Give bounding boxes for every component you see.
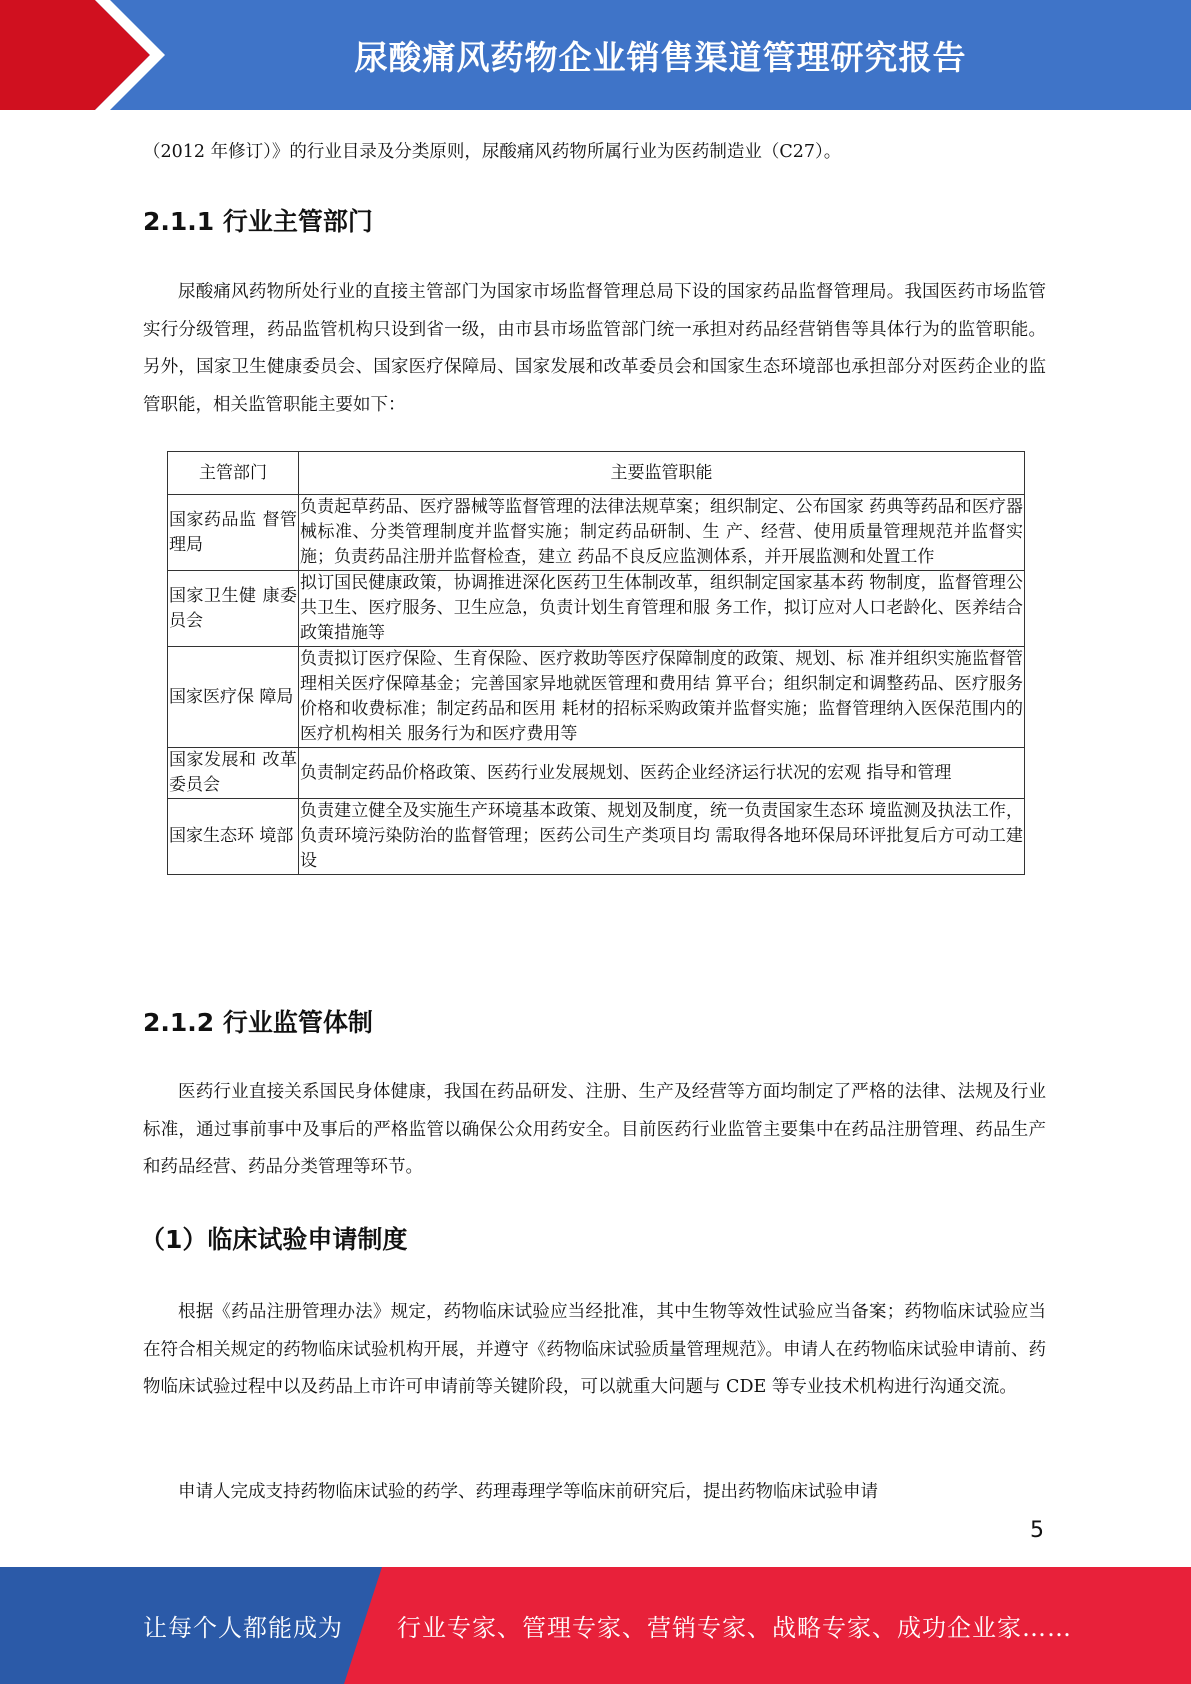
table-cell-duty: 负责建立健全及实施生产环境基本政策、规划及制度，统一负责国家生态环 境监测及执法工作，负责环境污染防治的监督管理；医药公司生产类项目均 需取得各地环保局环评批复后方可动工建设 xyxy=(299,799,1025,875)
table-header-row xyxy=(168,452,1025,495)
table-header-duty: 主要监管职能 xyxy=(299,452,1025,495)
table-cell-dept: 国家药品监 督管理局 xyxy=(168,495,299,571)
table-cell-dept: 国家生态环 境部 xyxy=(168,799,299,875)
footer-slogan-right: 行业专家、管理专家、营销专家、战略专家、成功企业家…… xyxy=(397,1614,1072,1642)
footer-slogan-left: 让每个人都能成为 xyxy=(143,1614,343,1642)
table-row xyxy=(168,571,1025,647)
clinical-trial-paragraph-1: 根据《药品注册管理办法》规定，药物临床试验应当经批准，其中生物等效性试验应当备案；药物临床试验应当在符合相关规定的药物临床试验机构开展，并遵守《药物临床试验质量管理规范》。申请人在药物临床试验申请前、药物临床试验过程中以及药品上市许可申请前等关键阶段，可以就重大问题与 CDE 等专业技术机构进行沟通交流。 xyxy=(143,1302,1046,1397)
clinical-trial-paragraph-2: 申请人完成支持药物临床试验的药学、药理毒理学等临床前研究后，提出药物临床试验申请 xyxy=(178,1482,878,1502)
table-cell-dept: 国家发展和 改革委员会 xyxy=(168,748,299,799)
table-cell-dept: 国家医疗保 障局 xyxy=(168,647,299,748)
intro-continuation-paragraph: （2012 年修订）》的行业目录及分类原则，尿酸痛风药物所属行业为医药制造业（C27）。 xyxy=(143,142,842,162)
table-cell-dept: 国家卫生健 康委员会 xyxy=(168,571,299,647)
table-cell-duty: 负责拟订医疗保险、生育保险、医疗救助等医疗保障制度的政策、规划、标 准并组织实施监督管理相关医疗保障基金；完善国家异地就医管理和费用结 算平台；组织制定和调整药品、医疗服务价格和收费标准；制定药品和医用 耗材的招标采购政策并监督实施；监督管理纳入医保范围内的医疗机构相关 服务行为和医疗费用等 xyxy=(299,647,1025,748)
table-row xyxy=(168,748,1025,799)
report-title: 尿酸痛风药物企业销售渠道管理研究报告 xyxy=(354,37,967,77)
section-heading-2-1-2: 2.1.2 行业监管体制 xyxy=(143,1008,373,1037)
table-cell-duty: 负责起草药品、医疗器械等监督管理的法律法规草案；组织制定、公布国家 药典等药品和医疗器械标准、分类管理制度并监督实施；制定药品研制、生 产、经营、使用质量管理规范并监督实施；负责药品注册并监督检查，建立 药品不良反应监测体系，并开展监测和处置工作 xyxy=(299,495,1025,571)
table-cell-duty: 负责制定药品价格政策、医药行业发展规划、医药企业经济运行状况的宏观 指导和管理 xyxy=(299,748,1025,799)
table-header-dept: 主管部门 xyxy=(168,452,299,495)
page-number: 5 xyxy=(1030,1518,1044,1543)
section-heading-2-1-1: 2.1.1 行业主管部门 xyxy=(143,207,373,236)
subsection-heading-clinical-trial: （1）临床试验申请制度 xyxy=(140,1225,408,1254)
page-header xyxy=(0,0,1191,110)
section-2-1-1-paragraph: 尿酸痛风药物所处行业的直接主管部门为国家市场监督管理总局下设的国家药品监督管理局。我国医药市场监管实行分级管理，药品监管机构只设到省一级，由市县市场监管部门统一承担对药品经营销售等具体行为的监管职能。另外，国家卫生健康委员会、国家医疗保障局、国家发展和改革委员会和国家生态环境部也承担部分对医药企业的监管职能，相关监管职能主要如下： xyxy=(143,282,1046,415)
table-cell-duty: 拟订国民健康政策，协调推进深化医药卫生体制改革，组织制定国家基本药 物制度，监督管理公共卫生、医疗服务、卫生应急，负责计划生育管理和服 务工作，拟订应对人口老龄化、医养结合政策措施等 xyxy=(299,571,1025,647)
page-footer xyxy=(0,1567,1191,1684)
section-2-1-2-paragraph: 医药行业直接关系国民身体健康，我国在药品研发、注册、生产及经营等方面均制定了严格的法律、法规及行业标准，通过事前事中及事后的严格监管以确保公众用药安全。目前医药行业监管主要集中在药品注册管理、药品生产和药品经营、药品分类管理等环节。 xyxy=(143,1082,1046,1177)
regulators-table xyxy=(167,451,1025,875)
table-row xyxy=(168,647,1025,748)
table-row xyxy=(168,799,1025,875)
table-row xyxy=(168,495,1025,571)
